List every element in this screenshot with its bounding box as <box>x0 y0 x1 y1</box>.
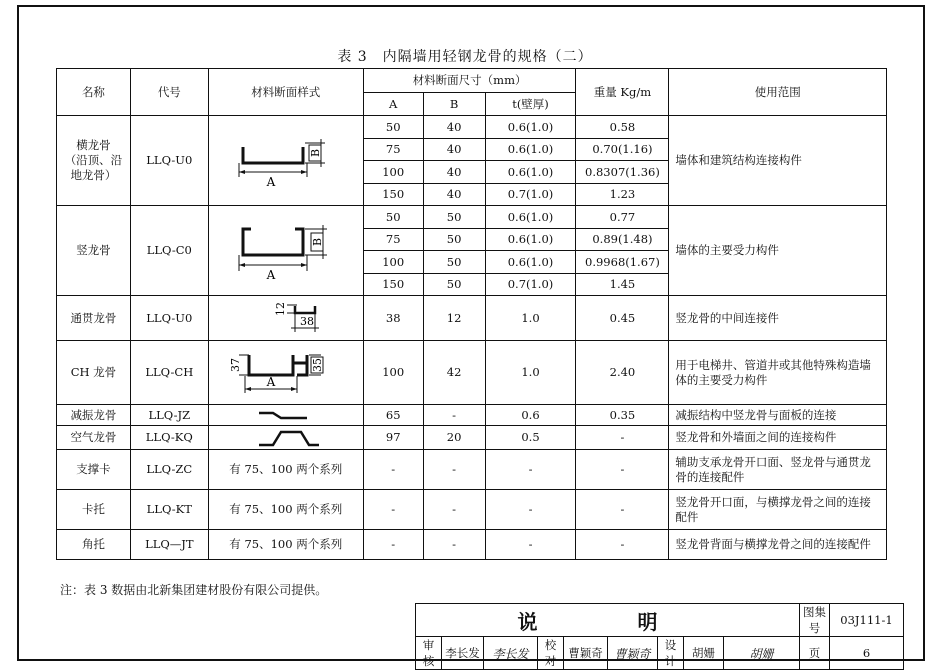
ch-code: LLQ-CH <box>130 341 208 405</box>
zc-usage: 辅助支承龙骨开口面、竖龙骨与通贯龙骨的连接配件 <box>669 450 887 490</box>
header-weight: 重量 Kg/m <box>576 69 669 116</box>
u-r2-A: 100 <box>363 161 423 184</box>
check-label: 校对 <box>538 637 564 670</box>
sheet-heading: 说 明 <box>416 604 800 637</box>
tongguan-w: 0.45 <box>576 296 669 341</box>
kt-name: 卡托 <box>57 490 131 530</box>
atlas-number: 03J111-1 <box>830 604 904 637</box>
table-row <box>57 426 887 450</box>
u-r3-A: 150 <box>363 184 423 206</box>
ch-A: 100 <box>363 341 423 405</box>
c-r2-t: 0.6(1.0) <box>485 251 576 274</box>
header-t: t(壁厚) <box>485 93 576 116</box>
u-label-b: B <box>308 148 322 157</box>
zc-code: LLQ-ZC <box>130 450 208 490</box>
kq-section-drawing <box>208 426 363 450</box>
ch-dim1: 37 <box>228 357 242 372</box>
jt-B: - <box>423 530 485 560</box>
kt-section: 有 75、100 两个系列 <box>208 490 363 530</box>
jt-t: - <box>485 530 576 560</box>
zc-A: - <box>363 450 423 490</box>
header-A: A <box>363 93 423 116</box>
ch-label-a: A <box>266 374 276 389</box>
jt-name: 角托 <box>57 530 131 560</box>
ch-name: CH 龙骨 <box>57 341 131 405</box>
c-section-drawing <box>208 206 363 296</box>
jt-A: - <box>363 530 423 560</box>
kt-A: - <box>363 490 423 530</box>
check-name: 曹颖奇 <box>564 637 608 670</box>
zc-section: 有 75、100 两个系列 <box>208 450 363 490</box>
kt-B: - <box>423 490 485 530</box>
jz-A: 65 <box>363 405 423 426</box>
tongguan-section-drawing <box>208 296 363 341</box>
u-usage: 墙体和建筑结构连接构件 <box>669 116 887 206</box>
table-row <box>57 116 887 139</box>
u-r0-w: 0.58 <box>576 116 669 139</box>
table-title: 表 3 内隔墙用轻钢龙骨的规格（二） <box>337 49 593 65</box>
c-r1-A: 75 <box>363 229 423 251</box>
kt-usage: 竖龙骨开口面，与横撑龙骨之间的连接配件 <box>669 490 887 530</box>
review-name: 李长发 <box>442 637 484 670</box>
review-signature: 李长发 <box>484 637 538 670</box>
header-B: B <box>423 93 485 116</box>
kq-t: 0.5 <box>485 426 576 450</box>
jt-section: 有 75、100 两个系列 <box>208 530 363 560</box>
table-row <box>57 450 887 490</box>
zc-name: 支撑卡 <box>57 450 131 490</box>
tongguan-dim1: 12 <box>273 302 287 316</box>
design-signature: 胡姗 <box>724 637 800 670</box>
kq-B: 20 <box>423 426 485 450</box>
header-section: 材料断面样式 <box>208 69 363 116</box>
c-r3-B: 50 <box>423 274 485 296</box>
c-r3-t: 0.7(1.0) <box>485 274 576 296</box>
u-r3-B: 40 <box>423 184 485 206</box>
u-r1-t: 0.6(1.0) <box>485 139 576 161</box>
jz-usage: 减振结构中竖龙骨与面板的连接 <box>669 405 887 426</box>
c-r1-B: 50 <box>423 229 485 251</box>
design-name: 胡姗 <box>684 637 724 670</box>
c-r0-A: 50 <box>363 206 423 229</box>
page-label: 页 <box>800 637 830 670</box>
tongguan-dim2: 38 <box>299 315 314 328</box>
ch-dim2: 35 <box>310 357 324 372</box>
c-r2-B: 50 <box>423 251 485 274</box>
tongguan-name: 通贯龙骨 <box>57 296 131 341</box>
jz-w: 0.35 <box>576 405 669 426</box>
u-name-cell <box>57 116 131 206</box>
jt-usage: 竖龙骨背面与横撑龙骨之间的连接配件 <box>669 530 887 560</box>
u-code: LLQ-U0 <box>130 116 208 206</box>
c-label-b: B <box>310 237 324 246</box>
header-code: 代号 <box>130 69 208 116</box>
c-r2-w: 0.9968(1.67) <box>576 251 669 274</box>
zc-t: - <box>485 450 576 490</box>
ch-B: 42 <box>423 341 485 405</box>
c-r3-w: 1.45 <box>576 274 669 296</box>
tongguan-code: LLQ-U0 <box>130 296 208 341</box>
u-r3-t: 0.7(1.0) <box>485 184 576 206</box>
c-r3-A: 150 <box>363 274 423 296</box>
tongguan-usage: 竖龙骨的中间连接件 <box>669 296 887 341</box>
kq-name: 空气龙骨 <box>57 426 131 450</box>
jt-code: LLQ—JT <box>130 530 208 560</box>
u-name-line2: （沿顶、沿 <box>64 153 123 167</box>
u-label-a: A <box>266 174 276 189</box>
u-r2-w: 0.8307(1.36) <box>576 161 669 184</box>
kq-code: LLQ-KQ <box>130 426 208 450</box>
c-r2-A: 100 <box>363 251 423 274</box>
u-r2-t: 0.6(1.0) <box>485 161 576 184</box>
jz-name: 减振龙骨 <box>57 405 131 426</box>
c-name: 竖龙骨 <box>57 206 131 296</box>
page-number: 6 <box>830 637 904 670</box>
table-row <box>57 341 887 405</box>
title-block-row-1 <box>416 604 904 637</box>
u-r3-w: 1.23 <box>576 184 669 206</box>
tongguan-t: 1.0 <box>485 296 576 341</box>
jz-section-drawing <box>208 405 363 426</box>
u-r0-A: 50 <box>363 116 423 139</box>
atlas-label: 图集号 <box>800 604 830 637</box>
ch-usage: 用于电梯井、管道井或其他特殊构造墙体的主要受力构件 <box>669 341 887 405</box>
table-row <box>57 490 887 530</box>
kq-usage: 竖龙骨和外墙面之间的连接构件 <box>669 426 887 450</box>
jt-w: - <box>576 530 669 560</box>
header-usage: 使用范围 <box>669 69 887 116</box>
u-r1-w: 0.70(1.16) <box>576 139 669 161</box>
title-block-row-2 <box>416 637 904 670</box>
c-r1-t: 0.6(1.0) <box>485 229 576 251</box>
zc-w: - <box>576 450 669 490</box>
kt-code: LLQ-KT <box>130 490 208 530</box>
u-r0-t: 0.6(1.0) <box>485 116 576 139</box>
u-r0-B: 40 <box>423 116 485 139</box>
kt-w: - <box>576 490 669 530</box>
header-dims: 材料断面尺寸（mm） <box>363 69 576 93</box>
table-row <box>57 405 887 426</box>
design-label: 设计 <box>658 637 684 670</box>
ch-t: 1.0 <box>485 341 576 405</box>
u-name-line1: 横龙骨 <box>76 138 111 152</box>
tongguan-A: 38 <box>363 296 423 341</box>
c-r0-t: 0.6(1.0) <box>485 206 576 229</box>
u-section-drawing <box>208 116 363 206</box>
table-row <box>57 530 887 560</box>
u-r2-B: 40 <box>423 161 485 184</box>
footnote: 注：表 3 数据由北新集团建材股份有限公司提供。 <box>60 583 328 597</box>
title-block <box>415 603 904 670</box>
c-label-a: A <box>266 267 276 282</box>
zc-B: - <box>423 450 485 490</box>
c-r0-B: 50 <box>423 206 485 229</box>
u-r1-A: 75 <box>363 139 423 161</box>
review-label: 审核 <box>416 637 442 670</box>
u-name-line3: 地龙骨） <box>70 168 117 182</box>
c-code: LLQ-C0 <box>130 206 208 296</box>
kq-A: 97 <box>363 426 423 450</box>
jz-code: LLQ-JZ <box>130 405 208 426</box>
kt-t: - <box>485 490 576 530</box>
ch-section-drawing <box>208 341 363 405</box>
u-r1-B: 40 <box>423 139 485 161</box>
check-signature: 曹颖奇 <box>608 637 658 670</box>
header-row <box>57 69 887 93</box>
ch-w: 2.40 <box>576 341 669 405</box>
c-r1-w: 0.89(1.48) <box>576 229 669 251</box>
c-r0-w: 0.77 <box>576 206 669 229</box>
jz-t: 0.6 <box>485 405 576 426</box>
jz-B: - <box>423 405 485 426</box>
kq-w: - <box>576 426 669 450</box>
table-row <box>57 296 887 341</box>
spec-table <box>56 68 887 560</box>
table-row <box>57 206 887 229</box>
header-name: 名称 <box>57 69 131 116</box>
tongguan-B: 12 <box>423 296 485 341</box>
c-usage: 墙体的主要受力构件 <box>669 206 887 296</box>
